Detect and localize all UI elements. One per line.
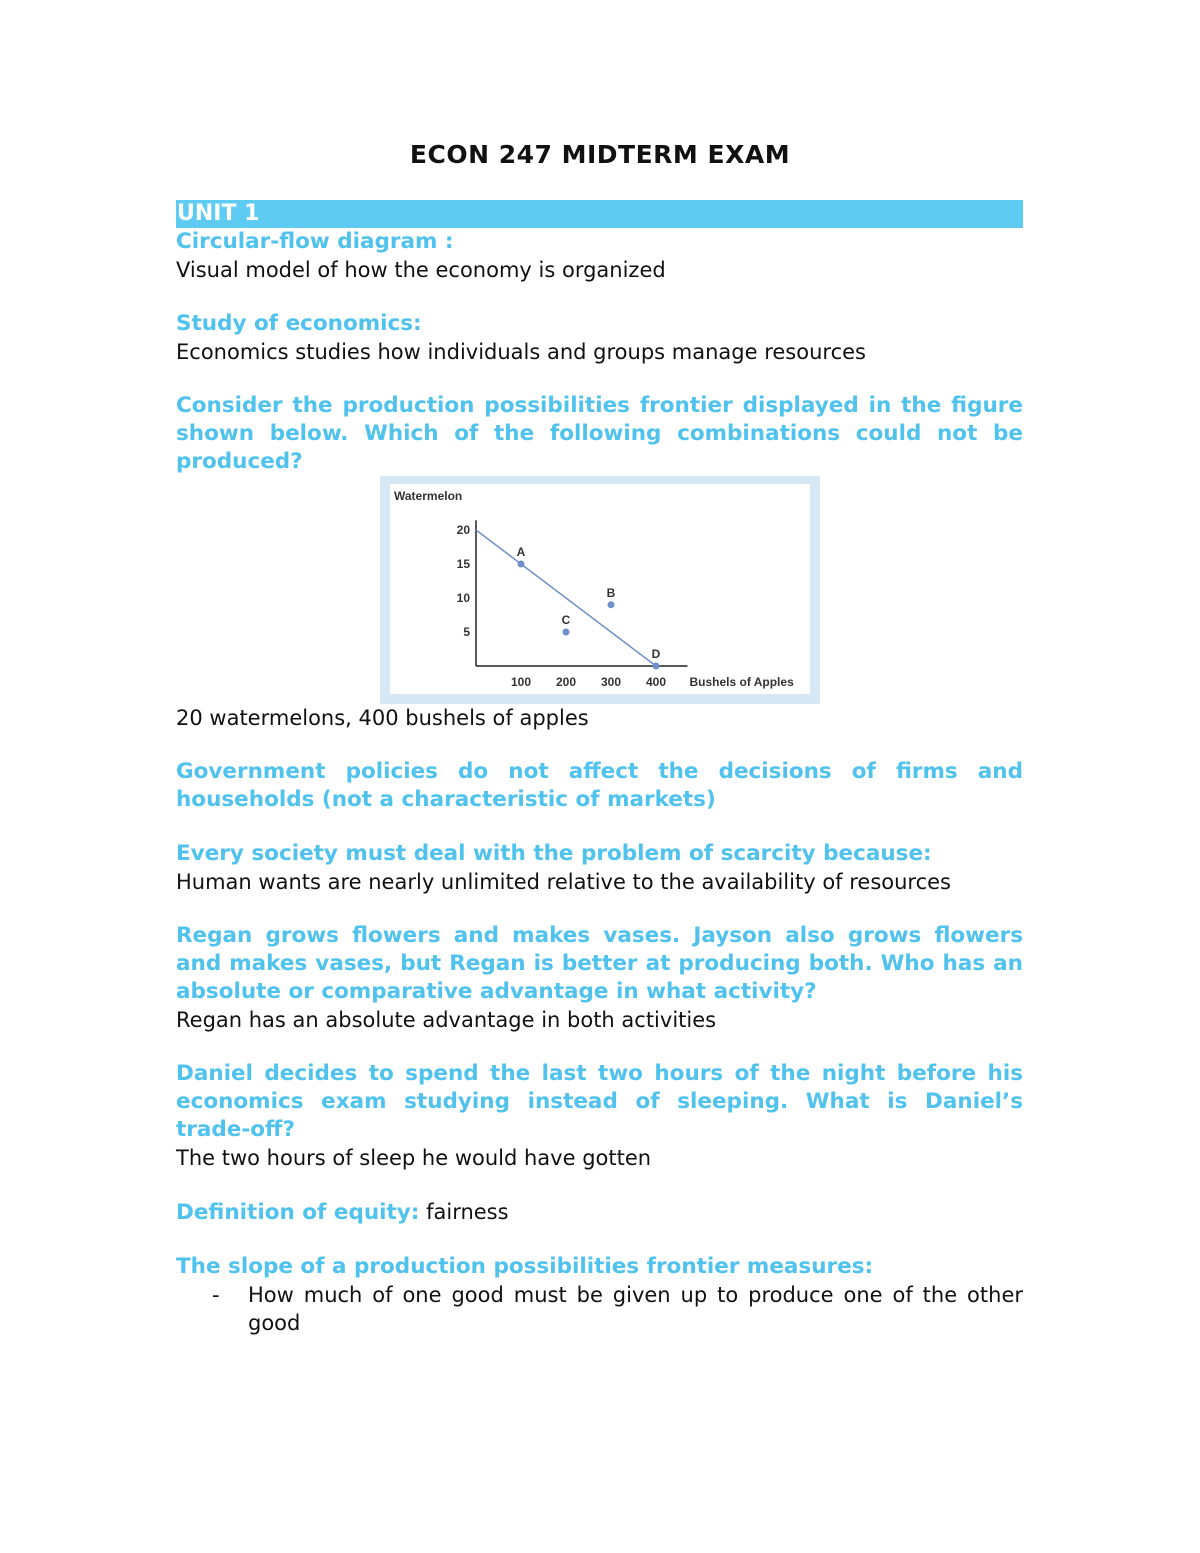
x-tick-label: 100 (510, 675, 532, 689)
data-point-label: B (606, 585, 616, 600)
question-equity: Definition of equity: (176, 1200, 420, 1225)
question-government: Government policies do not affect the decisions of firms and households (not a characteristic of markets) (176, 759, 1023, 812)
ppf-chart-frame (380, 476, 820, 704)
bullet-dash: - (212, 1283, 220, 1307)
data-point-d (653, 663, 660, 670)
ppf-frontier-line (476, 530, 656, 666)
answer-regan: Regan has an absolute advantage in both activities (176, 1008, 717, 1032)
answer-daniel: The two hours of sleep he would have gotten (176, 1146, 652, 1170)
x-tick-label: 300 (600, 675, 622, 689)
equity-line (176, 1198, 1023, 1227)
unit-heading: UNIT 1 (176, 200, 1023, 228)
question-daniel: Daniel decides to spend the last two hours of the night before his economics exam studying instead of sleeping. What is Daniel’s trade-off? (176, 1061, 1023, 1142)
ppf-chart (390, 484, 810, 694)
data-point-b (608, 601, 615, 608)
data-point-label: D (651, 647, 661, 661)
ppf-chart-svg (390, 484, 810, 694)
answer-equity: fairness (426, 1200, 509, 1224)
x-axis-label: Bushels of Apples (689, 675, 794, 689)
question-circular-flow: Circular-flow diagram : (176, 229, 454, 254)
y-axis-label: Watermelon (394, 489, 463, 503)
y-tick-label: 5 (463, 625, 470, 639)
answer-ppf: 20 watermelons, 400 bushels of apples (176, 706, 589, 730)
y-tick-label: 10 (456, 591, 470, 605)
y-tick-label: 15 (456, 557, 470, 571)
data-point-label: A (516, 545, 526, 559)
data-point-c (563, 629, 570, 636)
question-regan: Regan grows flowers and makes vases. Jayson also grows flowers and makes vases, but Regan is better at producing both. Who has an absolute or comparative advantage in what activity? (176, 923, 1023, 1004)
answer-slope: How much of one good must be given up to produce one of the other good (248, 1283, 1023, 1335)
question-scarcity: Every society must deal with the problem of scarcity because: (176, 841, 932, 866)
answer-scarcity: Human wants are nearly unlimited relative to the availability of resources (176, 870, 952, 894)
page-title: ECON 247 MIDTERM EXAM (409, 140, 791, 169)
answer-slope-list-item (176, 1281, 1023, 1337)
x-tick-label: 400 (645, 675, 667, 689)
data-point-label: C (561, 613, 571, 627)
x-tick-label: 200 (555, 675, 577, 689)
question-ppf: Consider the production possibilities frontier displayed in the figure shown below. Which of the following combinations could not be produced? (176, 393, 1023, 474)
answer-study: Economics studies how individuals and groups manage resources (176, 340, 866, 364)
data-point-a (518, 561, 525, 568)
document-body (176, 200, 1023, 1337)
answer-circular-flow: Visual model of how the economy is organized (176, 258, 666, 282)
question-slope: The slope of a production possibilities frontier measures: (176, 1254, 874, 1279)
question-study: Study of economics: (176, 311, 422, 336)
y-tick-label: 20 (456, 523, 470, 537)
